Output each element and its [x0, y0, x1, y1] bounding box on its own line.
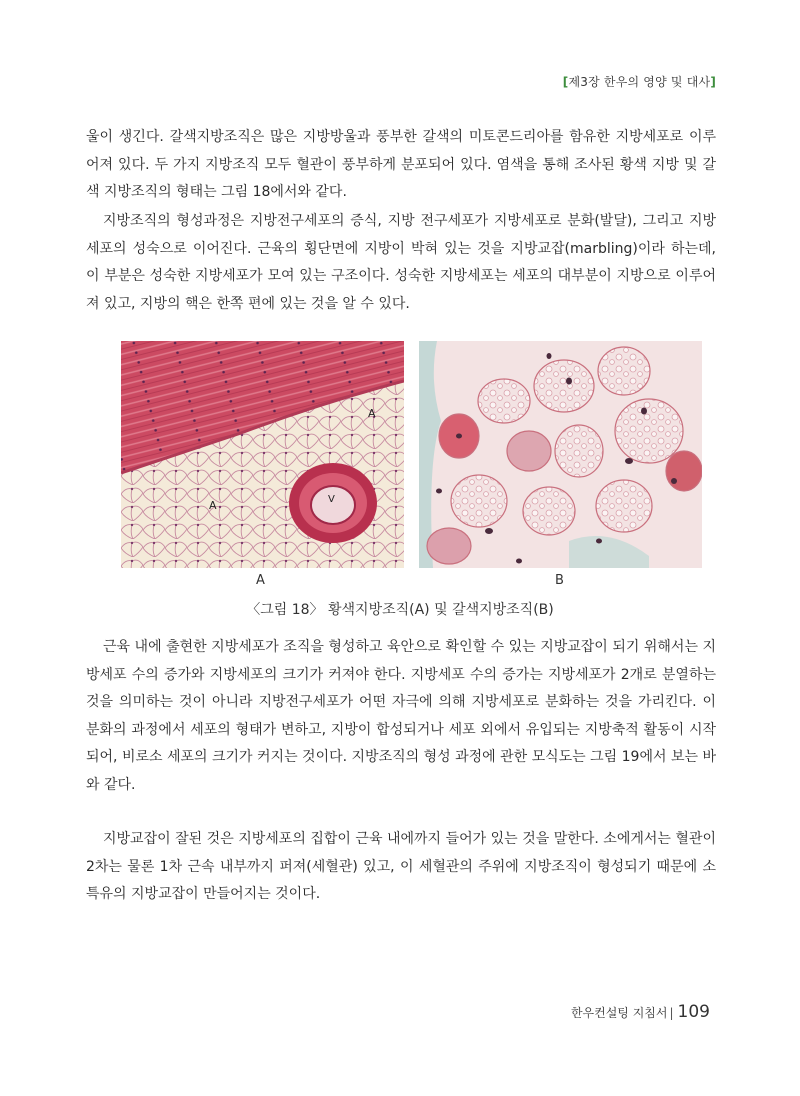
paragraph-3: 근육 내에 출현한 지방세포가 조직을 형성하고 육안으로 확인할 수 있는 지방교잡이 되기 위해서는 지방세포 수의 증가와 지방세포의 크기가 커져야 한다. 지방세포 수의 증가는 지방세포가 2개로 분열하는 것을 의미하는 것이 아니라 지방전구세포가 어떤 자극에 의해 지방세포로 분화하는 것을 가리킨다. 이 분화의 과정에서 세포의 형태가 변하고, 지방이 합성되거나 세포 외에서 유입되는 지방축적 활동이 시작되어, 비로소 세포의 크기가 커지는 것이다. 지방조직의 형성 과정에 관한 모식도는 그림 19에서 보는 바와 같다. — [86, 639, 716, 793]
header-right-bracket: ] — [710, 75, 716, 89]
image-mark-a-left: A — [209, 499, 217, 512]
figure-image-yellow-fat — [121, 341, 404, 568]
page-footer — [571, 1002, 710, 1022]
figure-label-b: B — [555, 573, 564, 588]
footer-separator: | — [669, 1006, 674, 1020]
image-mark-v: V — [328, 494, 335, 505]
paragraph-2: 지방조직의 형성과정은 지방전구세포의 증식, 지방 전구세포가 지방세포로 분화(발달), 그리고 지방세포의 성숙으로 이어진다. 근육의 횡단면에 지방이 박혀 있는 것을 지방교잡(marbling)이라 하는데, 이 부분은 성숙한 지방세포가 모여 있는 구조이다. 성숙한 지방세포는 세포의 대부분이 지방으로 이루어져 있고, 지방의 핵은 한쪽 편에 있는 것을 알 수 있다. — [86, 213, 716, 312]
page-number: 109 — [677, 1002, 710, 1022]
book-title: 한우컨설팅 지침서 — [570, 1006, 668, 1020]
header-left-bracket: [ — [562, 75, 569, 89]
figure-label-a: A — [256, 573, 265, 588]
chapter-title: 제3장 한우의 영양 및 대사 — [568, 75, 711, 89]
paragraph-1: 울이 생긴다. 갈색지방조직은 많은 지방방울과 풍부한 갈색의 미토콘드리아를 함유한 지방세포로 이루어져 있다. 두 가지 지방조직 모두 혈관이 풍부하게 분포되어 있다. 염색을 통해 조사된 황색 지방 및 갈색 지방조직의 형태는 그림 18에서와 같다. — [86, 129, 716, 200]
paragraph-4: 지방교잡이 잘된 것은 지방세포의 집합이 근육 내에까지 들어가 있는 것을 말한다. 소에게서는 혈관이 2차는 물론 1차 근속 내부까지 퍼져(세혈관) 있고, 이 세혈관의 주위에 지방조직이 형성되기 때문에 소 특유의 지방교잡이 만들어지는 것이다. — [86, 831, 716, 902]
image-mark-a-top: A — [368, 407, 376, 420]
figure-caption: 〈그림 18〉 황색지방조직(A) 및 갈색지방조직(B) — [246, 602, 554, 618]
running-header — [563, 73, 716, 90]
figure-image-brown-fat — [419, 341, 702, 568]
